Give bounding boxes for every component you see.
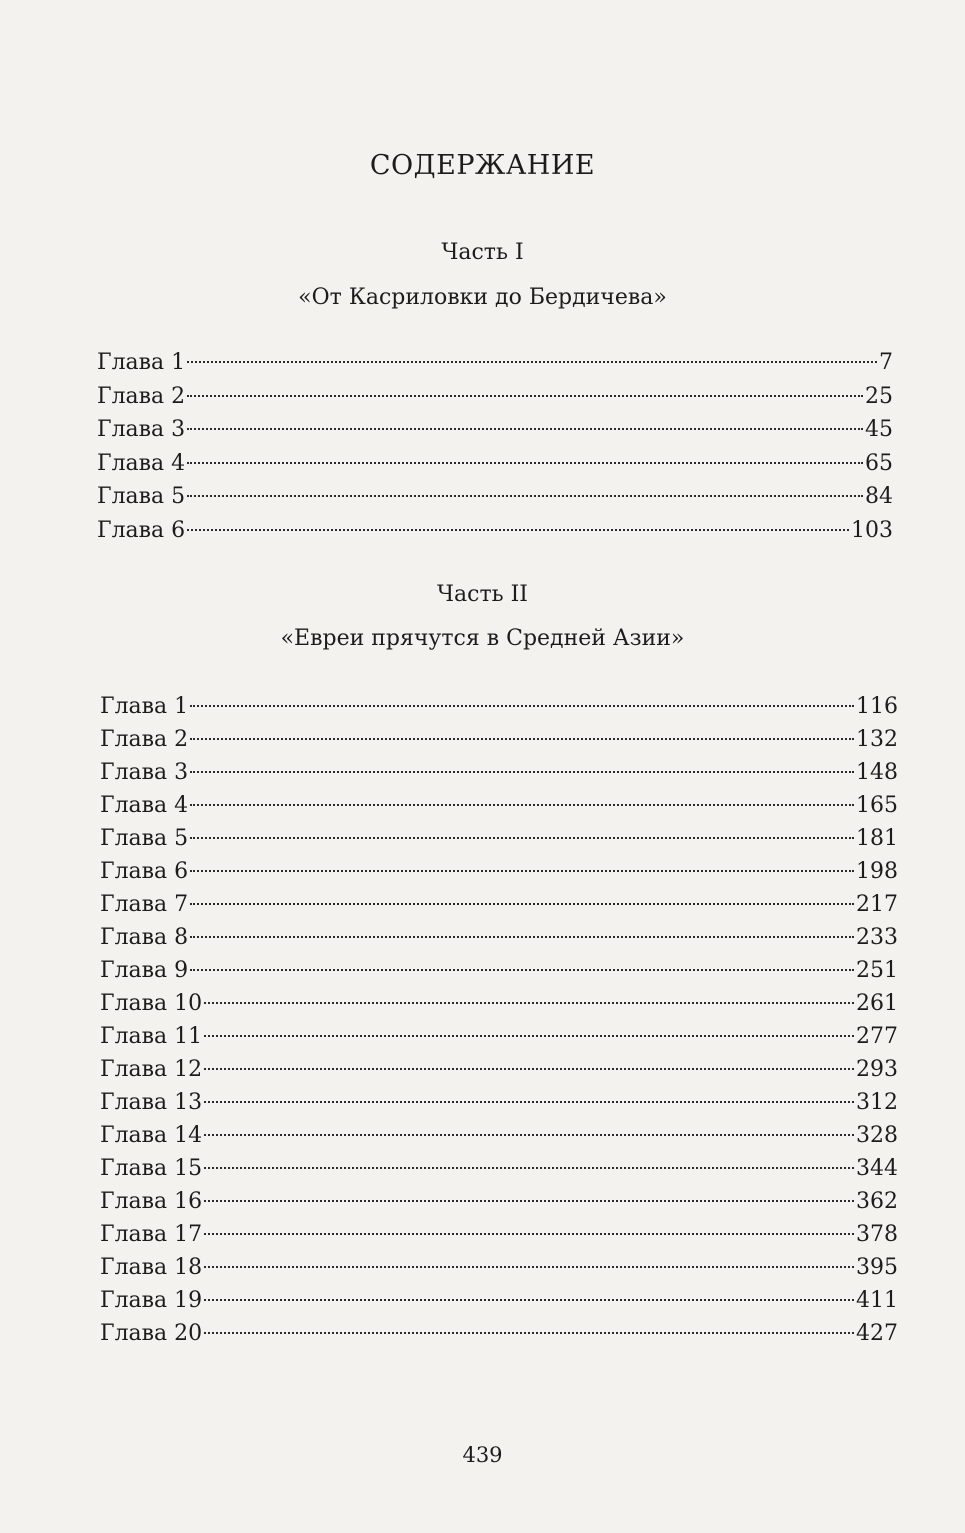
toc-entry: [100, 1187, 898, 1217]
toc-entry-page: 293: [856, 1057, 898, 1082]
toc-leader-dots: [204, 1266, 854, 1268]
toc-entry-label: Глава 1: [97, 350, 186, 375]
toc-leader-dots: [190, 804, 854, 806]
toc-entry: [97, 482, 893, 512]
toc-entry-label: Глава 5: [100, 826, 189, 851]
part-2-subtitle: «Евреи прячутся в Средней Азии»: [280, 626, 685, 651]
toc-entry-page: 148: [856, 760, 898, 785]
toc-entry: [100, 1121, 898, 1151]
toc-entry-label: Глава 3: [100, 760, 189, 785]
toc-leader-dots: [204, 1035, 854, 1037]
toc-leader-dots: [190, 771, 854, 773]
toc-entry: [100, 758, 898, 788]
toc-entry: [100, 1220, 898, 1250]
toc-entry-page: 277: [856, 1024, 898, 1049]
toc-entry-label: Глава 11: [100, 1024, 203, 1049]
toc-entry-page: 217: [856, 892, 898, 917]
toc-leader-dots: [204, 1101, 854, 1103]
toc-entry-label: Глава 2: [100, 727, 189, 752]
toc-leader-dots: [204, 1299, 854, 1301]
toc-entry-page: 312: [856, 1090, 898, 1115]
toc-entry: [97, 516, 893, 546]
toc-entry: [100, 791, 898, 821]
toc-leader-dots: [204, 1167, 854, 1169]
toc-leader-dots: [204, 1233, 854, 1235]
toc-entry: [100, 1022, 898, 1052]
part-2-heading: Часть II: [437, 582, 528, 607]
toc-entry-label: Глава 6: [97, 518, 186, 543]
toc-entry-page: 45: [865, 417, 893, 443]
toc-entry: [97, 449, 893, 479]
toc-leader-dots: [204, 1068, 854, 1070]
toc-entry: [100, 1055, 898, 1085]
toc-entry-page: 7: [879, 350, 893, 375]
toc-entry-label: Глава 17: [100, 1222, 203, 1247]
toc-leader-dots: [190, 969, 854, 971]
toc-leader-dots: [187, 428, 863, 430]
toc-entry-label: Глава 10: [100, 991, 203, 1016]
toc-entry: [100, 1154, 898, 1184]
toc-entry: [100, 725, 898, 755]
toc-entry-label: Глава 7: [100, 892, 189, 917]
toc-entry-page: 116: [856, 694, 898, 719]
toc-entry: [97, 415, 893, 445]
toc-entry-page: 251: [856, 958, 898, 983]
toc-entry-label: Глава 13: [100, 1090, 203, 1115]
toc-entry-page: 65: [865, 450, 893, 476]
toc-entry-page: 344: [856, 1156, 898, 1181]
toc-entry-label: Глава 6: [100, 859, 189, 884]
toc-leader-dots: [190, 870, 854, 872]
toc-leader-dots: [187, 361, 877, 363]
toc-leader-dots: [190, 936, 854, 938]
toc-entry: [100, 989, 898, 1019]
toc-entry-page: 132: [856, 727, 898, 752]
toc-leader-dots: [190, 837, 854, 839]
toc-entry-page: 427: [856, 1321, 898, 1346]
toc-entry-page: 233: [856, 925, 898, 950]
toc-entry-page: 411: [856, 1288, 898, 1313]
toc-entry-label: Глава 14: [100, 1123, 203, 1148]
toc-leader-dots: [190, 903, 854, 905]
toc-leader-dots: [204, 1134, 854, 1136]
toc-entry: [97, 348, 893, 378]
toc-entry: [100, 824, 898, 854]
toc-entry: [100, 1319, 898, 1349]
toc-entry-label: Глава 2: [97, 383, 186, 409]
toc-leader-dots: [187, 395, 863, 397]
toc-entry-label: Глава 3: [97, 417, 186, 443]
toc-entry-page: 165: [856, 793, 898, 818]
toc-leader-dots: [204, 1332, 854, 1334]
toc-entry: [100, 956, 898, 986]
part-1-subtitle: «От Касриловки до Бердичева»: [298, 285, 667, 310]
toc-leader-dots: [187, 495, 863, 497]
toc-entry-page: 84: [865, 484, 893, 510]
toc-entry-label: Глава 15: [100, 1156, 203, 1181]
toc-entry-label: Глава 1: [100, 694, 189, 719]
toc-entry-label: Глава 16: [100, 1189, 203, 1214]
toc-leader-dots: [204, 1002, 854, 1004]
toc-entry-label: Глава 20: [100, 1321, 203, 1346]
toc-entry-label: Глава 12: [100, 1057, 203, 1082]
toc-entry: [100, 890, 898, 920]
toc-entry-label: Глава 9: [100, 958, 189, 983]
toc-entry: [97, 382, 893, 412]
toc-entry-page: 328: [856, 1123, 898, 1148]
toc-leader-dots: [187, 462, 863, 464]
toc-entry-label: Глава 5: [97, 484, 186, 510]
toc-entry-page: 362: [856, 1189, 898, 1214]
toc-leader-dots: [190, 705, 854, 707]
toc-entry-page: 378: [856, 1222, 898, 1247]
toc-entry-label: Глава 18: [100, 1255, 203, 1280]
toc-leader-dots: [187, 529, 849, 531]
toc-entry-page: 395: [856, 1255, 898, 1280]
toc-entry: [100, 1088, 898, 1118]
toc-entry-page: 198: [856, 859, 898, 884]
part-1-heading: Часть I: [441, 240, 524, 265]
toc-entry-page: 103: [851, 518, 893, 543]
toc-entry-page: 181: [856, 826, 898, 851]
toc-entry-label: Глава 4: [100, 793, 189, 818]
toc-entry: [100, 923, 898, 953]
toc-entry-page: 25: [865, 383, 893, 409]
toc-entry: [100, 1286, 898, 1316]
toc-entry: [100, 857, 898, 887]
toc-entry-label: Глава 4: [97, 450, 186, 476]
page-number: 439: [462, 1443, 503, 1467]
toc-entry: [100, 1253, 898, 1283]
toc-entry-label: Глава 8: [100, 925, 189, 950]
page-title: СОДЕРЖАНИЕ: [369, 150, 596, 181]
toc-entry-page: 261: [856, 991, 898, 1016]
toc-leader-dots: [190, 738, 854, 740]
toc-entry: [100, 692, 898, 722]
toc-leader-dots: [204, 1200, 854, 1202]
toc-entry-label: Глава 19: [100, 1288, 203, 1313]
